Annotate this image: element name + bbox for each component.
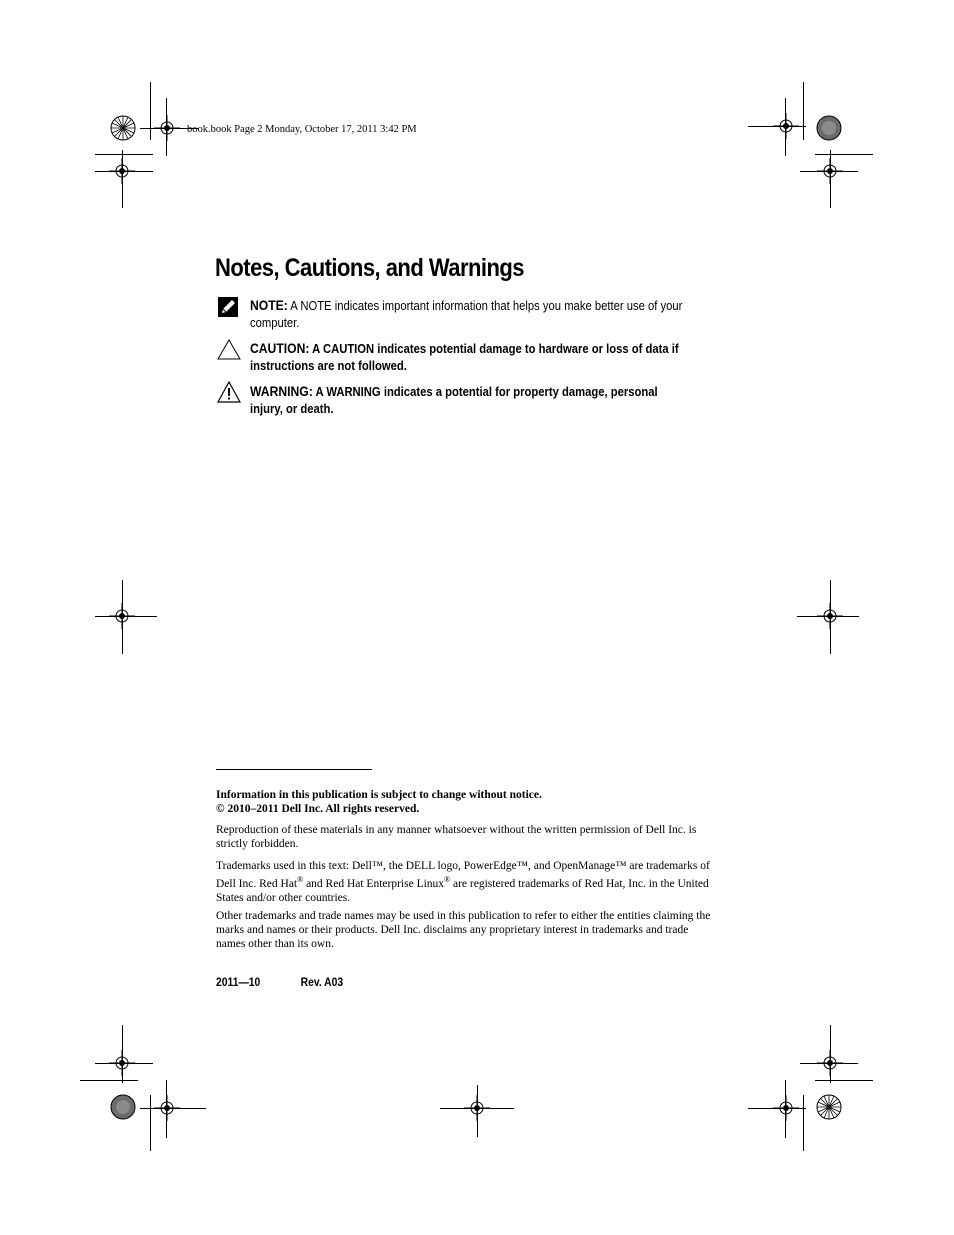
- warning-notice: [250, 383, 691, 418]
- copyright: © 2010–2011 Dell Inc. All rights reserved.: [216, 803, 420, 815]
- change-notice: Information in this publication is subject to change without notice.: [216, 789, 542, 801]
- registration-mark-icon: [773, 1095, 799, 1121]
- page-title: Notes, Cautions, and Warnings: [215, 254, 525, 282]
- revision-number: Rev. A03: [300, 977, 344, 989]
- star-target-icon: [816, 1094, 842, 1120]
- revision-footer: [216, 977, 344, 989]
- registration-mark-icon: [773, 113, 799, 139]
- footnote-divider: [216, 769, 372, 770]
- trademarks-notice: [216, 859, 716, 905]
- registration-mark-icon: [817, 1050, 843, 1076]
- registered-mark: ®: [444, 875, 451, 884]
- registered-mark: ®: [297, 875, 304, 884]
- reproduction-notice: Reproduction of these materials in any manner whatsoever without the written permission of Dell Inc. is strictly forbidden.: [216, 824, 697, 850]
- caution-notice: [250, 340, 691, 375]
- gray-swatch-icon: [816, 115, 842, 141]
- registration-mark-icon: [109, 1050, 135, 1076]
- caution-text: A CAUTION indicates potential damage to hardware or loss of data if instructions are not followed.: [250, 342, 679, 373]
- note-label: NOTE:: [250, 298, 288, 313]
- registration-mark-icon: [817, 158, 843, 184]
- registration-mark-icon: [109, 603, 135, 629]
- registration-mark-icon: [154, 115, 180, 141]
- registration-mark-icon: [154, 1095, 180, 1121]
- caution-label: CAUTION:: [250, 341, 310, 356]
- registration-mark-icon: [109, 158, 135, 184]
- caution-triangle-icon: [217, 339, 241, 360]
- registration-mark-icon: [817, 603, 843, 629]
- print-slug: book.book Page 2 Monday, October 17, 2011 3:42 PM: [187, 124, 417, 135]
- trademarks-text-a: Trademarks used in this text: Dell™, the DELL logo, PowerEdge™, and OpenManage™ are trademarks of Dell Inc. Red Hat: [216, 860, 710, 890]
- legal-header: [216, 788, 716, 816]
- star-target-icon: [110, 115, 136, 141]
- note-text: A NOTE indicates important information that helps you make better use of your computer.: [250, 299, 683, 330]
- publication-date: 2011—10: [216, 977, 261, 989]
- note-notice: [250, 297, 691, 332]
- warning-text: A WARNING indicates a potential for property damage, personal injury, or death.: [250, 385, 658, 416]
- note-pencil-icon: [217, 296, 239, 318]
- trademarks-text-c: are registered trademarks of Red Hat, Inc. in the United States and/or other countries.: [216, 877, 709, 904]
- warning-exclamation-icon: [217, 381, 241, 403]
- warning-label: WARNING:: [250, 384, 313, 399]
- trademarks-text-b: and Red Hat Enterprise Linux: [303, 877, 445, 890]
- other-trademarks-notice: Other trademarks and trade names may be used in this publication to refer to either the entities claiming the marks and names or their products. Dell Inc. disclaims any proprietary interest in trademarks and trade names other than its own.: [216, 910, 711, 950]
- registration-mark-icon: [464, 1095, 490, 1121]
- gray-swatch-icon: [110, 1094, 136, 1120]
